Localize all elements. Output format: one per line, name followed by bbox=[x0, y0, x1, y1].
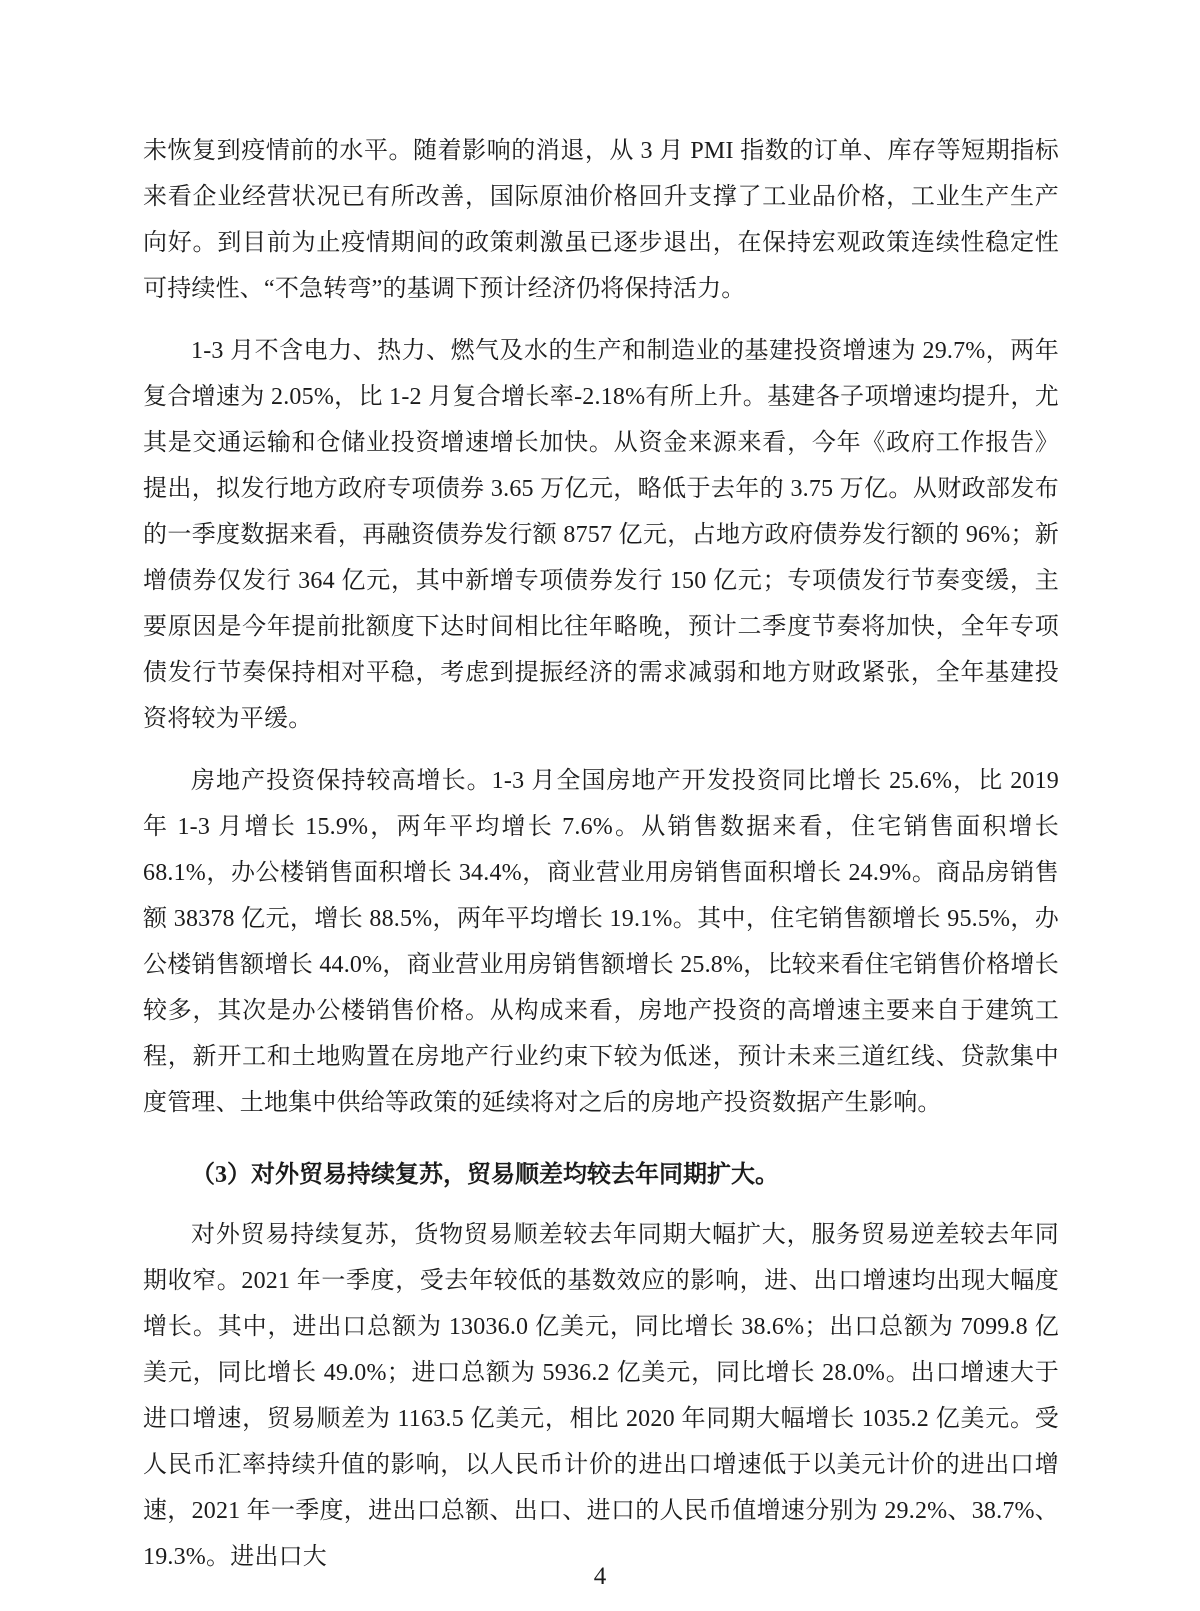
body-paragraph-foreign-trade: 对外贸易持续复苏，货物贸易顺差较去年同期大幅扩大，服务贸易逆差较去年同期收窄。2021 年一季度，受去年较低的基数效应的影响，进、出口增速均出现大幅度增长。其中，进出口总额为 13036.0 亿美元，同比增长 38.6%；出口总额为 7099.8 亿美元，同比增长 49.0%；进口总额为 5936.2 亿美元，同比增长 28.0%。出口增速大于进口增速，贸易顺差为 1163.5 亿美元，相比 2020 年同期大幅增长 1035.2 亿美元。受人民币汇率持续升值的影响，以人民币计价的进出口增速低于以美元计价的进出口增速，2021 年一季度，进出口总额、出口、进口的人民币值增速分别为 29.2%、38.7%、19.3%。进出口大 bbox=[143, 1222, 1059, 1570]
body-paragraph-continuation: 未恢复到疫情前的水平。随着影响的消退，从 3 月 PMI 指数的订单、库存等短期指标来看企业经营状况已有所改善，国际原油价格回升支撑了工业品价格，工业生产生产向好。到目前为止疫情期间的政策刺激虽已逐步退出，在保持宏观政策连续性稳定性可持续性、“不急转弯”的基调下预计经济仍将保持活力。 bbox=[143, 138, 1059, 302]
body-paragraph-real-estate-investment: 房地产投资保持较高增长。1-3 月全国房地产开发投资同比增长 25.6%，比 2019 年 1-3 月增长 15.9%，两年平均增长 7.6%。从销售数据来看，住宅销售面积增长 68.1%，办公楼销售面积增长 34.4%，商业营业用房销售面积增长 24.9%。商品房销售额 38378 亿元，增长 88.5%，两年平均增长 19.1%。其中，住宅销售额增长 95.5%，办公楼销售额增长 44.0%，商业营业用房销售额增长 25.8%，比较来看住宅销售价格增长较多，其次是办公楼销售价格。从构成来看，房地产投资的高增速主要来自于建筑工程，新开工和土地购置在房地产行业约束下较为低迷，预计未来三道红线、贷款集中度管理、土地集中供给等政策的延续将对之后的房地产投资数据产生影响。 bbox=[143, 768, 1059, 1116]
page-number: 4 bbox=[593, 1563, 607, 1590]
text-column bbox=[143, 128, 1059, 1596]
body-paragraph-infrastructure-investment: 1-3 月不含电力、热力、燃气及水的生产和制造业的基建投资增速为 29.7%，两年复合增速为 2.05%，比 1-2 月复合增长率-2.18%有所上升。基建各子项增速均提升，尤其是交通运输和仓储业投资增速增长加快。从资金来源来看，今年《政府工作报告》提出，拟发行地方政府专项债券 3.65 万亿元，略低于去年的 3.75 万亿。从财政部发布的一季度数据来看，再融资债券发行额 8757 亿元，占地方政府债券发行额的 96%；新增债券仅发行 364 亿元，其中新增专项债券发行 150 亿元；专项债发行节奏变缓，主要原因是今年提前批额度下达时间相比往年略晚，预计二季度节奏将加快，全年专项债发行节奏保持相对平稳，考虑到提振经济的需求减弱和地方财政紧张，全年基建投资将较为平缓。 bbox=[143, 338, 1059, 732]
section-heading-foreign-trade: （3）对外贸易持续复苏，贸易顺差均较去年同期扩大。 bbox=[191, 1162, 779, 1188]
